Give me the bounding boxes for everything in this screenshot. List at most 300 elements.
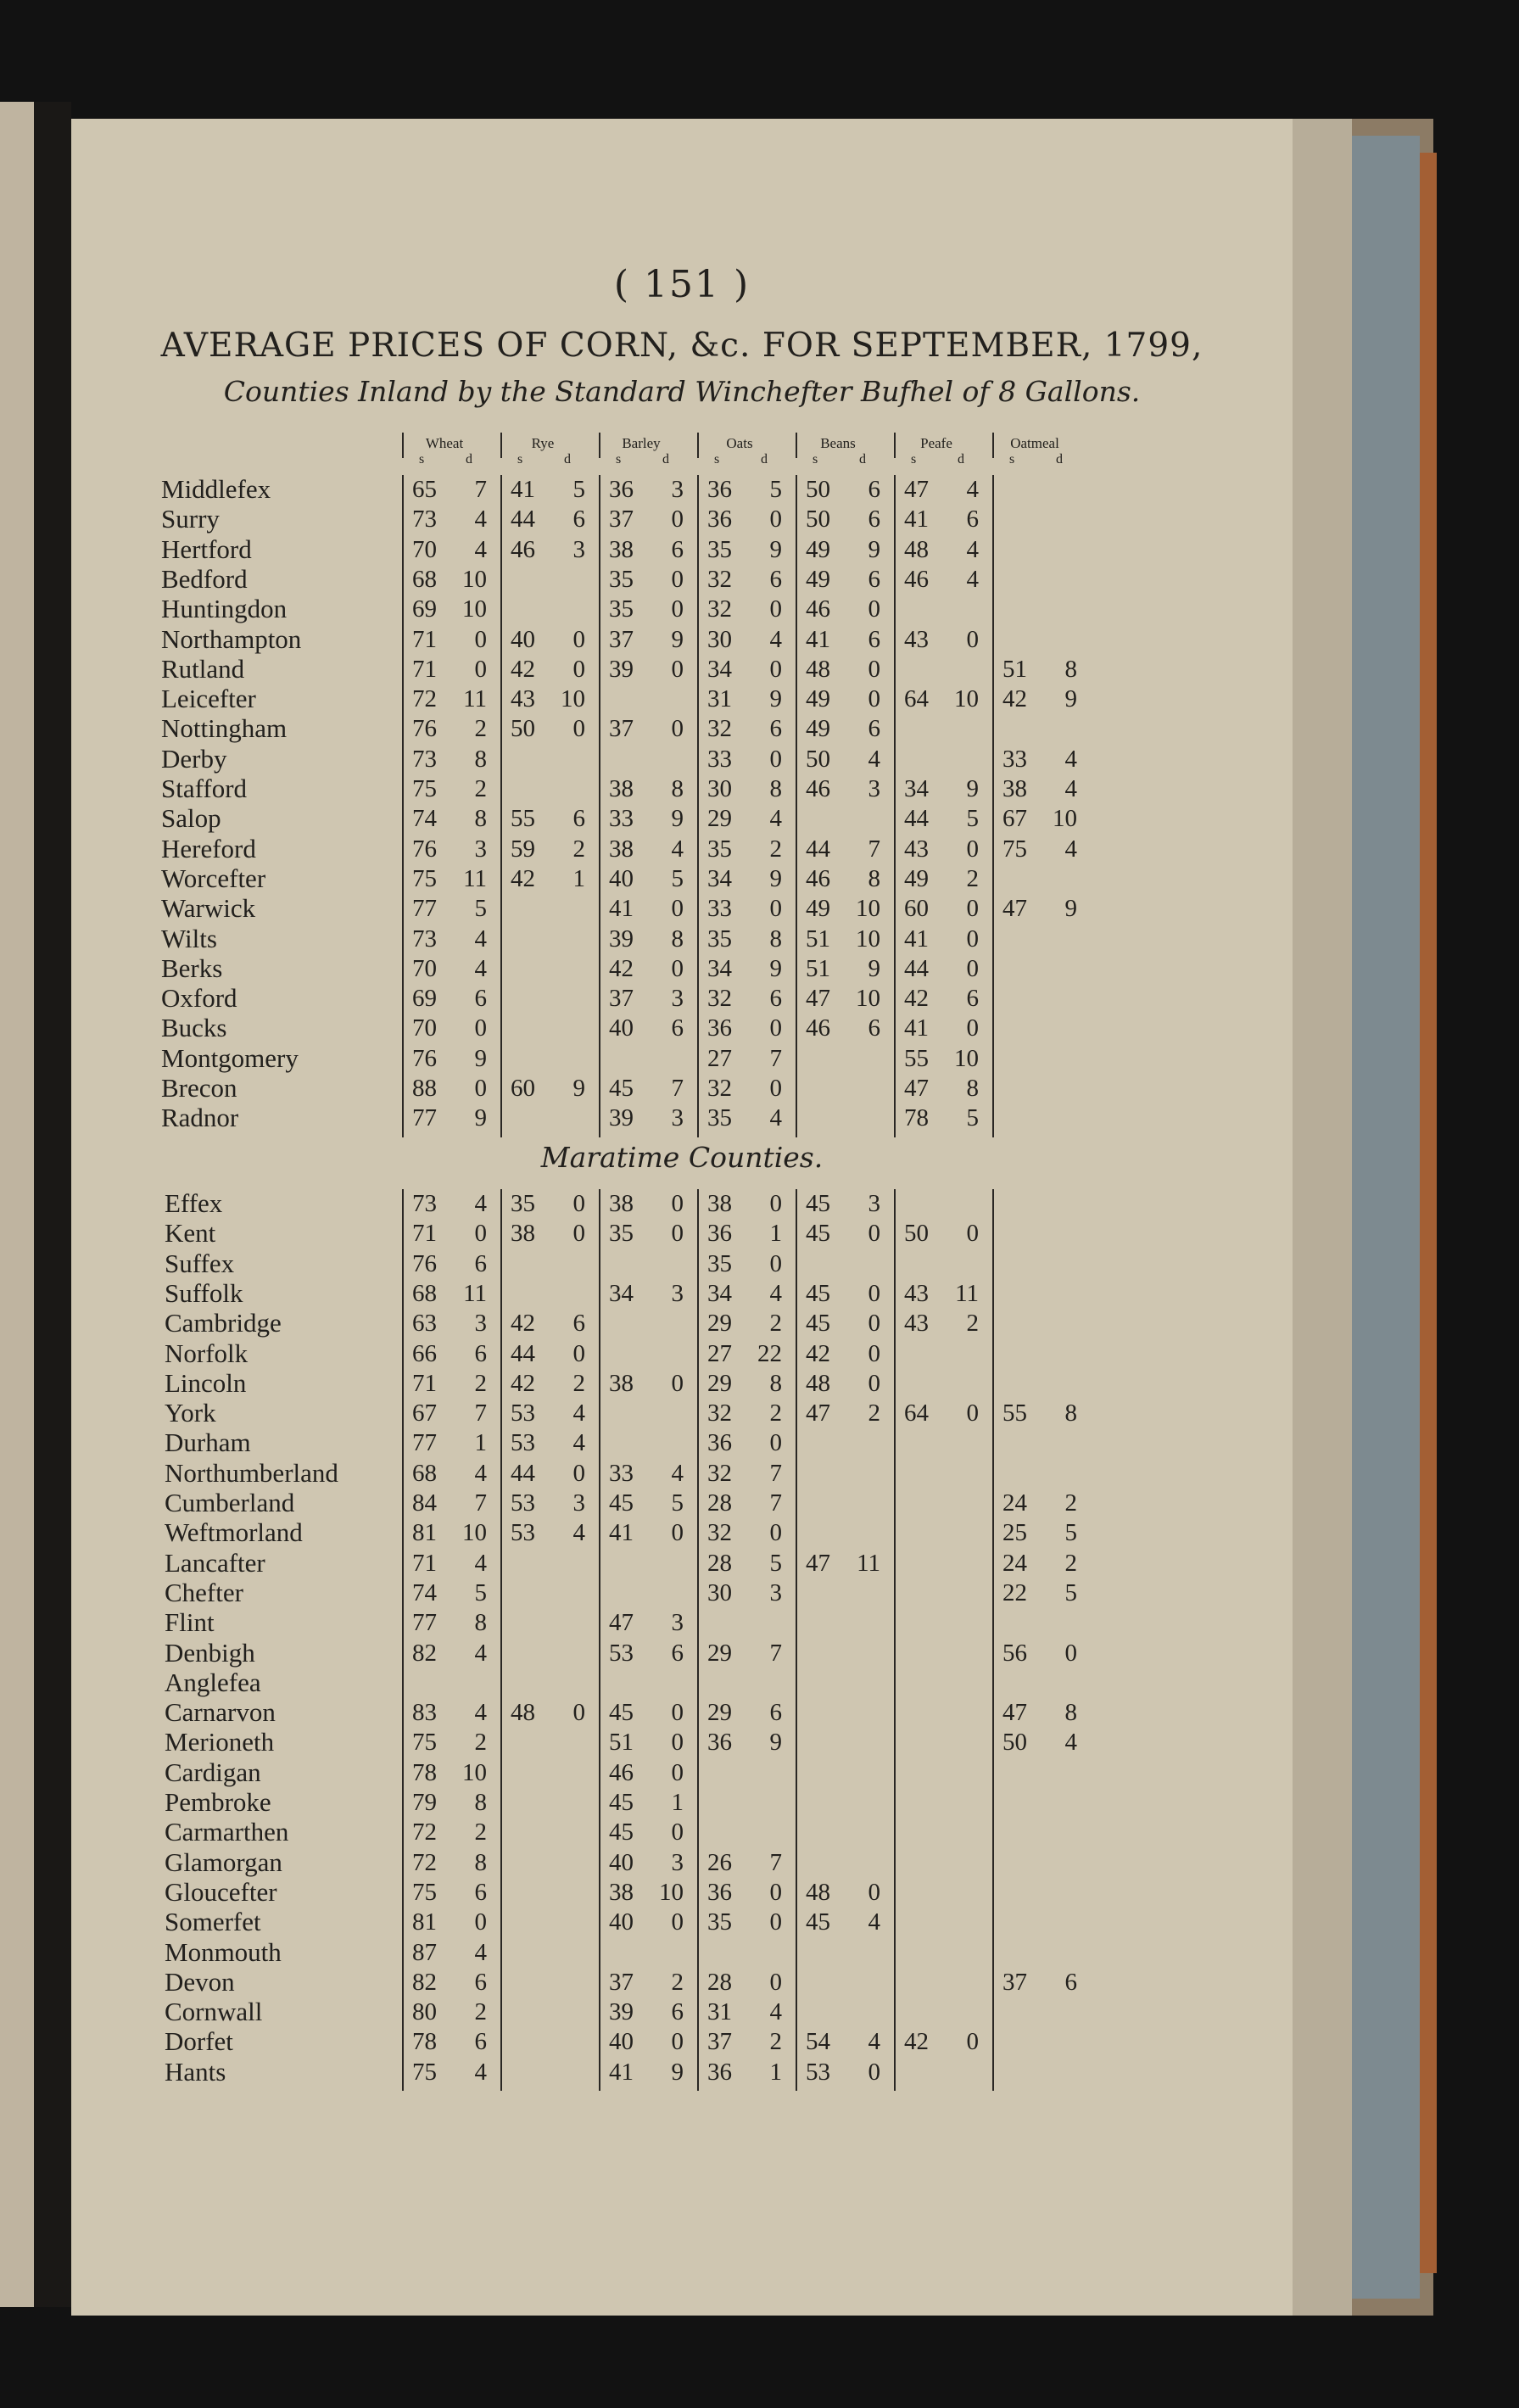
price-shillings: 46 — [904, 565, 929, 593]
county-name: Effex — [165, 1188, 223, 1218]
county-name: Warwick — [161, 893, 256, 924]
price-pence: 6 — [1064, 1968, 1077, 1996]
price-shillings: 37 — [1002, 1968, 1027, 1996]
price-pence: 2 — [474, 1998, 487, 2026]
price-pence: 6 — [671, 1998, 684, 2026]
column-rule — [500, 1189, 502, 2091]
price-pence: 5 — [1064, 1519, 1077, 1547]
price-shillings: 67 — [1002, 805, 1027, 833]
price-shillings: 45 — [806, 1190, 830, 1217]
county-name: Weftmorland — [165, 1517, 303, 1548]
county-name: Cumberland — [165, 1488, 295, 1517]
price-shillings: 82 — [412, 1639, 437, 1667]
price-shillings: 70 — [412, 954, 437, 982]
price-shillings: 42 — [609, 954, 634, 982]
price-shillings: 76 — [412, 835, 437, 863]
price-shillings: 60 — [904, 895, 929, 923]
price-shillings: 41 — [904, 506, 929, 534]
price-pence: 0 — [966, 1400, 979, 1427]
price-shillings: 38 — [609, 1878, 634, 1906]
column-rule — [796, 475, 797, 1137]
price-shillings: 76 — [412, 1249, 437, 1277]
price-shillings: 42 — [904, 2028, 929, 2056]
price-pence: 7 — [769, 1489, 782, 1517]
price-pence: 0 — [868, 1220, 880, 1248]
county-name: Cardigan — [165, 1757, 261, 1787]
price-pence: 4 — [868, 1908, 880, 1936]
price-shillings: 56 — [1002, 1639, 1027, 1667]
pence-label: d — [662, 452, 669, 467]
price-pence: 6 — [671, 1014, 684, 1042]
price-pence: 8 — [474, 745, 487, 773]
price-shillings: 36 — [707, 1014, 732, 1042]
county-name: Hants — [165, 2056, 226, 2087]
price-shillings: 35 — [707, 1104, 732, 1132]
price-pence: 0 — [572, 1459, 585, 1487]
price-pence: 3 — [671, 1848, 684, 1876]
price-pence: 0 — [671, 1729, 684, 1757]
price-pence: 7 — [769, 1639, 782, 1667]
county-name: Devon — [165, 1966, 235, 1997]
column-header: Peafe — [920, 435, 952, 451]
price-pence: 0 — [769, 506, 782, 534]
shillings-label: s — [419, 452, 425, 467]
price-pence: 4 — [769, 1279, 782, 1307]
page-title: AVERAGE PRICES OF CORN, &c. FOR SEPTEMBER, 1799, — [160, 327, 1203, 365]
price-pence: 1 — [769, 1220, 782, 1248]
county-name: Carmarthen — [165, 1817, 289, 1847]
price-pence: 10 — [462, 565, 487, 593]
price-shillings: 39 — [609, 925, 634, 953]
price-shillings: 73 — [412, 506, 437, 534]
county-name: York — [165, 1398, 216, 1428]
price-pence: 0 — [769, 1429, 782, 1457]
price-pence: 0 — [474, 1014, 487, 1042]
price-pence: 1 — [474, 1429, 487, 1457]
price-pence: 5 — [966, 1104, 979, 1132]
price-shillings: 41 — [511, 476, 535, 503]
price-pence: 4 — [966, 535, 979, 563]
price-pence: 0 — [769, 655, 782, 683]
price-shillings: 84 — [412, 1489, 437, 1517]
price-pence: 8 — [474, 805, 487, 833]
price-shillings: 41 — [806, 625, 830, 653]
price-pence: 4 — [474, 954, 487, 982]
price-shillings: 50 — [1002, 1729, 1027, 1757]
price-pence: 4 — [474, 1699, 487, 1727]
price-pence: 0 — [769, 1249, 782, 1277]
price-pence: 6 — [868, 506, 880, 534]
price-pence: 3 — [769, 1578, 782, 1606]
price-shillings: 42 — [806, 1339, 830, 1367]
price-pence: 4 — [474, 1459, 487, 1487]
price-shillings: 81 — [412, 1519, 437, 1547]
price-pence: 8 — [1064, 1400, 1077, 1427]
price-pence: 6 — [966, 985, 979, 1013]
column-rule — [697, 475, 699, 1137]
price-pence: 0 — [1064, 1639, 1077, 1667]
price-shillings: 28 — [707, 1549, 732, 1577]
county-name: Pembroke — [165, 1787, 271, 1817]
price-pence: 9 — [868, 954, 880, 982]
price-pence: 0 — [966, 954, 979, 982]
price-shillings: 33 — [609, 1459, 634, 1487]
price-pence: 0 — [671, 565, 684, 593]
price-pence: 10 — [659, 1878, 684, 1906]
price-shillings: 38 — [609, 835, 634, 863]
price-pence: 8 — [474, 1609, 487, 1637]
price-shillings: 31 — [707, 1998, 732, 2026]
price-shillings: 47 — [806, 1549, 830, 1577]
price-pence: 0 — [868, 1339, 880, 1367]
pence-label: d — [466, 452, 472, 467]
price-shillings: 48 — [806, 1369, 830, 1397]
price-pence: 9 — [474, 1044, 487, 1072]
price-pence: 6 — [868, 476, 880, 503]
price-shillings: 36 — [609, 476, 634, 503]
county-name: Denbigh — [165, 1637, 255, 1668]
price-shillings: 36 — [707, 1429, 732, 1457]
price-pence: 10 — [462, 1758, 487, 1786]
column-header: Barley — [622, 435, 661, 451]
price-pence: 7 — [474, 1489, 487, 1517]
column-rule — [402, 475, 404, 1137]
price-shillings: 32 — [707, 1075, 732, 1102]
price-shillings: 35 — [609, 595, 634, 623]
price-pence: 0 — [966, 625, 979, 653]
price-pence: 6 — [572, 506, 585, 534]
price-pence: 9 — [1064, 685, 1077, 713]
price-shillings: 37 — [609, 1968, 634, 1996]
price-shillings: 43 — [904, 835, 929, 863]
price-pence: 2 — [769, 835, 782, 863]
price-shillings: 75 — [412, 864, 437, 892]
price-pence: 0 — [474, 1220, 487, 1248]
county-name: Suffolk — [165, 1277, 243, 1308]
price-pence: 9 — [769, 954, 782, 982]
price-shillings: 36 — [707, 476, 732, 503]
price-pence: 9 — [671, 2058, 684, 2086]
price-shillings: 77 — [412, 1609, 437, 1637]
price-pence: 0 — [572, 1339, 585, 1367]
price-pence: 0 — [671, 1519, 684, 1547]
column-rule — [992, 475, 994, 1137]
price-shillings: 87 — [412, 1938, 437, 1966]
price-pence: 10 — [1053, 805, 1077, 833]
shillings-label: s — [714, 452, 720, 467]
county-name: Anglefea — [165, 1667, 261, 1697]
price-pence: 2 — [474, 715, 487, 743]
price-pence: 2 — [474, 1369, 487, 1397]
price-pence: 3 — [474, 1310, 487, 1338]
price-pence: 6 — [671, 535, 684, 563]
price-shillings: 47 — [806, 985, 830, 1013]
pence-label: d — [564, 452, 571, 467]
price-shillings: 36 — [707, 1220, 732, 1248]
price-shillings: 37 — [609, 506, 634, 534]
column-header: Wheat — [425, 435, 464, 451]
price-shillings: 26 — [707, 1848, 732, 1876]
price-pence: 2 — [966, 1310, 979, 1338]
price-pence: 7 — [671, 1075, 684, 1102]
price-pence: 6 — [671, 1639, 684, 1667]
price-shillings: 63 — [412, 1310, 437, 1338]
price-pence: 5 — [1064, 1578, 1077, 1606]
price-shillings: 47 — [1002, 1699, 1027, 1727]
pence-label: d — [1056, 452, 1063, 467]
price-pence: 0 — [572, 1190, 585, 1217]
county-name: Radnor — [161, 1103, 239, 1133]
price-shillings: 37 — [707, 2028, 732, 2056]
price-pence: 3 — [474, 835, 487, 863]
price-pence: 10 — [462, 1519, 487, 1547]
price-pence: 6 — [474, 1878, 487, 1906]
county-name: Suffex — [165, 1248, 235, 1278]
price-pence: 0 — [769, 595, 782, 623]
price-pence: 0 — [474, 655, 487, 683]
price-shillings: 78 — [904, 1104, 929, 1132]
price-shillings: 37 — [609, 985, 634, 1013]
price-shillings: 38 — [609, 775, 634, 802]
county-name: Northumberland — [165, 1457, 338, 1488]
price-pence: 10 — [856, 895, 880, 923]
price-shillings: 47 — [609, 1609, 634, 1637]
price-pence: 7 — [474, 476, 487, 503]
price-shillings: 42 — [511, 1369, 535, 1397]
price-pence: 8 — [769, 775, 782, 802]
price-shillings: 37 — [609, 715, 634, 743]
price-shillings: 53 — [511, 1519, 535, 1547]
price-shillings: 49 — [806, 715, 830, 743]
price-shillings: 73 — [412, 1190, 437, 1217]
price-shillings: 49 — [806, 685, 830, 713]
price-shillings: 45 — [609, 1789, 634, 1816]
price-shillings: 47 — [904, 476, 929, 503]
price-pence: 4 — [572, 1519, 585, 1547]
price-shillings: 38 — [609, 1190, 634, 1217]
price-pence: 9 — [769, 535, 782, 563]
county-name: Gloucefter — [165, 1876, 277, 1907]
price-shillings: 53 — [511, 1429, 535, 1457]
price-shillings: 46 — [511, 535, 535, 563]
price-shillings: 53 — [609, 1639, 634, 1667]
price-pence: 4 — [474, 2058, 487, 2086]
price-shillings: 68 — [412, 1279, 437, 1307]
price-shillings: 38 — [511, 1220, 535, 1248]
price-shillings: 34 — [904, 775, 929, 802]
price-pence: 4 — [769, 1104, 782, 1132]
price-pence: 4 — [671, 835, 684, 863]
price-pence: 10 — [954, 1044, 979, 1072]
price-pence: 9 — [769, 864, 782, 892]
price-shillings: 29 — [707, 1699, 732, 1727]
price-shillings: 35 — [511, 1190, 535, 1217]
county-name: Salop — [161, 803, 221, 834]
county-name: Somerfet — [165, 1907, 261, 1937]
county-name: Lancafter — [165, 1547, 265, 1578]
price-shillings: 29 — [707, 1310, 732, 1338]
column-rule — [894, 433, 896, 458]
price-shillings: 27 — [707, 1339, 732, 1367]
price-pence: 0 — [966, 2028, 979, 2056]
price-pence: 8 — [769, 1369, 782, 1397]
price-shillings: 77 — [412, 1104, 437, 1132]
price-shillings: 72 — [412, 1848, 437, 1876]
price-pence: 2 — [1064, 1549, 1077, 1577]
price-shillings: 53 — [511, 1400, 535, 1427]
county-name: Merioneth — [165, 1727, 275, 1757]
price-shillings: 32 — [707, 1459, 732, 1487]
price-pence: 11 — [955, 1279, 979, 1307]
price-shillings: 45 — [609, 1699, 634, 1727]
price-shillings: 32 — [707, 565, 732, 593]
price-pence: 0 — [474, 1075, 487, 1102]
pence-label: d — [958, 452, 964, 467]
price-shillings: 35 — [707, 1249, 732, 1277]
price-shillings: 75 — [412, 1729, 437, 1757]
price-shillings: 24 — [1002, 1489, 1027, 1517]
price-shillings: 32 — [707, 715, 732, 743]
column-rule — [894, 1189, 896, 2091]
price-shillings: 31 — [707, 685, 732, 713]
county-name: Lincoln — [165, 1367, 247, 1398]
price-pence: 4 — [769, 1998, 782, 2026]
price-shillings: 43 — [904, 1310, 929, 1338]
price-pence: 0 — [868, 655, 880, 683]
price-shillings: 42 — [904, 985, 929, 1013]
price-shillings: 41 — [609, 2058, 634, 2086]
price-pence: 0 — [966, 1014, 979, 1042]
price-pence: 0 — [671, 895, 684, 923]
price-shillings: 76 — [412, 1044, 437, 1072]
price-pence: 5 — [769, 1549, 782, 1577]
price-shillings: 48 — [511, 1699, 535, 1727]
price-shillings: 28 — [707, 1489, 732, 1517]
price-shillings: 78 — [412, 2028, 437, 2056]
price-pence: 0 — [966, 895, 979, 923]
column-rule — [697, 1189, 699, 2091]
price-shillings: 75 — [1002, 835, 1027, 863]
column-header: Rye — [531, 435, 555, 451]
price-pence: 2 — [474, 1729, 487, 1757]
price-shillings: 64 — [904, 1400, 929, 1427]
price-pence: 5 — [671, 864, 684, 892]
price-pence: 3 — [868, 775, 880, 802]
price-pence: 2 — [671, 1968, 684, 1996]
price-pence: 0 — [769, 1519, 782, 1547]
price-pence: 9 — [966, 775, 979, 802]
price-shillings: 35 — [707, 835, 732, 863]
price-shillings: 53 — [511, 1489, 535, 1517]
price-pence: 10 — [856, 925, 880, 953]
price-pence: 3 — [572, 535, 585, 563]
price-pence: 0 — [671, 1699, 684, 1727]
column-rule — [599, 433, 600, 458]
price-pence: 4 — [474, 535, 487, 563]
price-shillings: 48 — [806, 655, 830, 683]
price-shillings: 32 — [707, 1400, 732, 1427]
price-pence: 6 — [474, 1968, 487, 1996]
price-pence: 8 — [868, 864, 880, 892]
price-pence: 4 — [474, 1938, 487, 1966]
price-pence: 0 — [868, 1369, 880, 1397]
price-shillings: 38 — [609, 535, 634, 563]
price-shillings: 45 — [609, 1819, 634, 1847]
price-shillings: 69 — [412, 985, 437, 1013]
price-shillings: 42 — [511, 864, 535, 892]
price-pence: 4 — [1064, 1729, 1077, 1757]
price-shillings: 34 — [609, 1279, 634, 1307]
price-shillings: 81 — [412, 1908, 437, 1936]
price-shillings: 44 — [806, 835, 830, 863]
price-shillings: 71 — [412, 1220, 437, 1248]
price-pence: 4 — [1064, 835, 1077, 863]
price-pence: 3 — [671, 1609, 684, 1637]
price-shillings: 41 — [609, 895, 634, 923]
price-shillings: 46 — [609, 1758, 634, 1786]
price-pence: 0 — [966, 835, 979, 863]
price-pence: 9 — [474, 1104, 487, 1132]
price-shillings: 45 — [806, 1220, 830, 1248]
price-pence: 0 — [671, 1369, 684, 1397]
price-pence: 0 — [769, 895, 782, 923]
price-shillings: 49 — [904, 864, 929, 892]
price-shillings: 33 — [609, 805, 634, 833]
price-pence: 0 — [769, 1968, 782, 1996]
price-pence: 4 — [769, 625, 782, 653]
page-subtitle: Counties Inland by the Standard Winchefter Bufhel of 8 Gallons. — [223, 375, 1141, 408]
price-shillings: 44 — [511, 1459, 535, 1487]
price-shillings: 42 — [511, 655, 535, 683]
price-pence: 0 — [671, 1220, 684, 1248]
price-shillings: 51 — [609, 1729, 634, 1757]
price-pence: 0 — [572, 1220, 585, 1248]
column-header: Beans — [820, 435, 856, 451]
county-name: Bucks — [161, 1013, 227, 1043]
price-pence: 0 — [671, 1819, 684, 1847]
price-pence: 11 — [463, 864, 487, 892]
price-shillings: 47 — [904, 1075, 929, 1102]
price-shillings: 42 — [1002, 685, 1027, 713]
price-shillings: 44 — [511, 1339, 535, 1367]
price-pence: 0 — [966, 925, 979, 953]
price-pence: 1 — [671, 1789, 684, 1816]
price-pence: 0 — [474, 625, 487, 653]
price-shillings: 59 — [511, 835, 535, 863]
price-shillings: 54 — [806, 2028, 830, 2056]
price-pence: 0 — [572, 715, 585, 743]
price-shillings: 55 — [1002, 1400, 1027, 1427]
column-rule — [697, 433, 699, 458]
price-shillings: 30 — [707, 1578, 732, 1606]
price-pence: 10 — [856, 985, 880, 1013]
price-shillings: 45 — [609, 1075, 634, 1102]
price-pence: 8 — [474, 1848, 487, 1876]
price-pence: 0 — [769, 1190, 782, 1217]
price-shillings: 49 — [806, 565, 830, 593]
price-pence: 2 — [1064, 1489, 1077, 1517]
price-pence: 0 — [868, 1279, 880, 1307]
county-name: Nottingham — [161, 713, 288, 744]
price-pence: 0 — [671, 2028, 684, 2056]
price-shillings: 33 — [707, 745, 732, 773]
price-shillings: 48 — [904, 535, 929, 563]
price-shillings: 51 — [1002, 655, 1027, 683]
price-pence: 22 — [757, 1339, 782, 1367]
price-shillings: 40 — [609, 864, 634, 892]
price-pence: 2 — [868, 1400, 880, 1427]
price-pence: 0 — [966, 1220, 979, 1248]
